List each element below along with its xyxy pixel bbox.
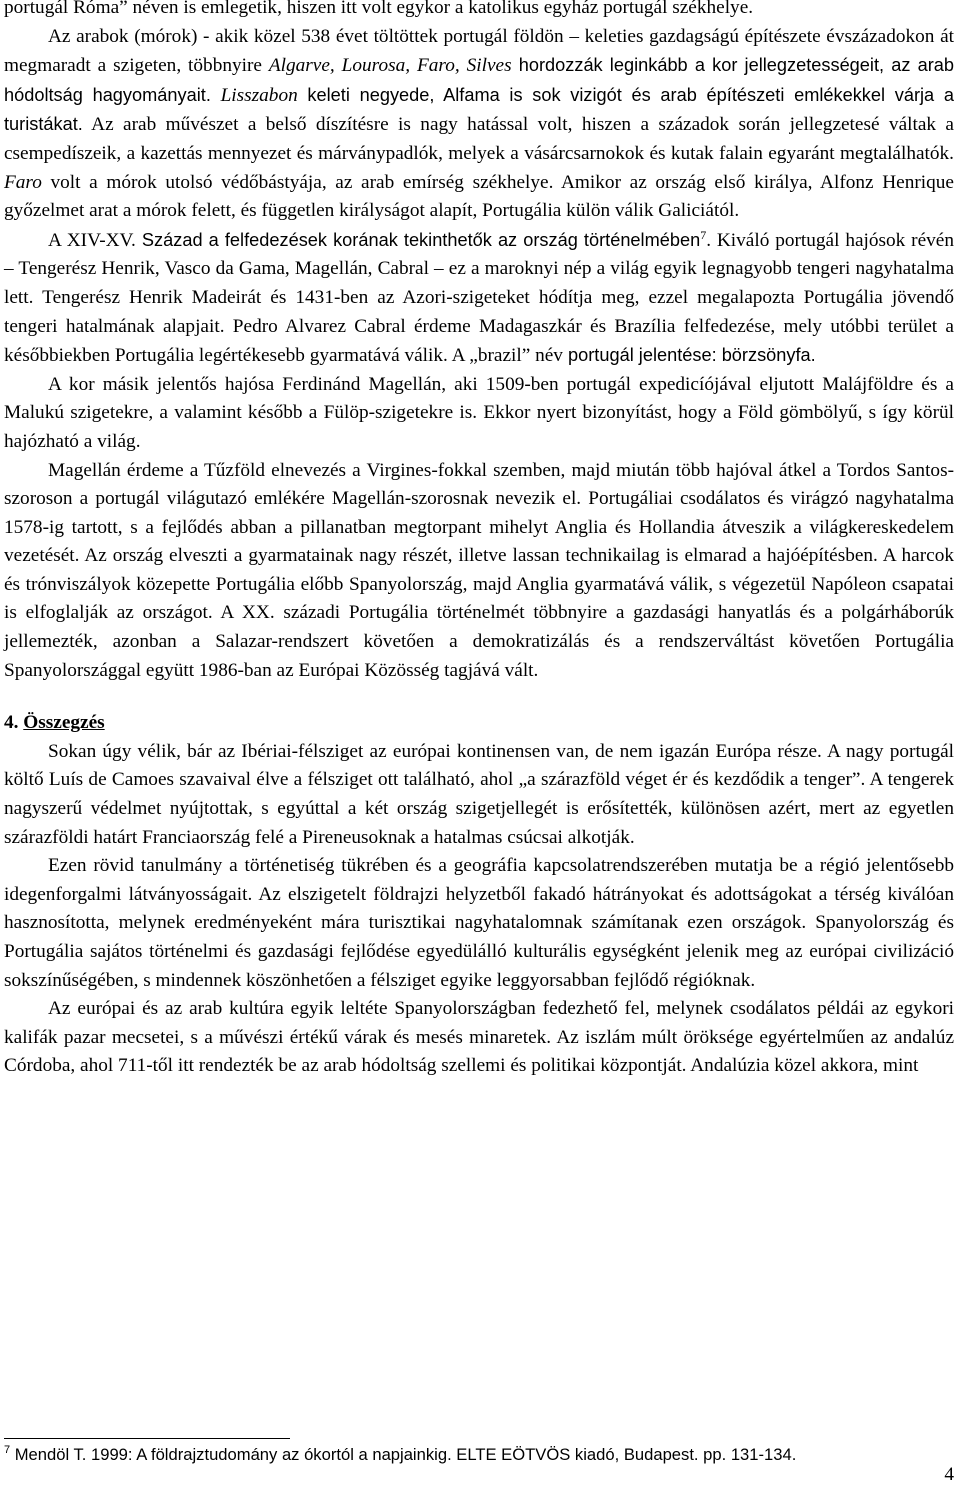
- paragraph-2-text-a: Az arabok (mórok) - akik közel 538 évet töltöttek portugál földön – keleties gazdagságú építészete évszázadokon át megmaradt a szigeten, többnyire: [4, 25, 954, 77]
- footnote-reference: 7: [700, 227, 707, 242]
- paragraph-3-text-a: A XIV-XV.: [48, 229, 136, 251]
- paragraph-8: Az európai és az arab kultúra egyik leltéte Spanyolországban fedezhető fel, melynek csodálatos példái az egykori kalifák pazar mecsetei, s a művészi értékű várak és mesés minaretek. Az iszlám múlt öröksége egyértelműen az andalúz Córdoba, ahol 711-től itt rendezték be az arab hódoltság szellemi és politikai központját. Andalúzia közel akkora, mint: [4, 998, 954, 1077]
- paragraph-3: [4, 226, 954, 371]
- paragraph-2-text-e: keleti negyede, Alfama is sok vizigót és arab építészeti emlékekkel várja a turistákat.: [4, 84, 954, 135]
- paragraph-3-text-d: portugál jelentése: börzsönyfa.: [562, 345, 816, 366]
- paragraph-2: [4, 23, 954, 226]
- footnote-text: Mendöl T. 1999: A földrajztudomány az ókortól a napjainkig. ELTE EÖTVÖS kiadó, Budapest. pp. 131-134.: [10, 1445, 797, 1464]
- footnote: [4, 1444, 954, 1466]
- footnote-divider: [4, 1438, 290, 1439]
- section-title: Összegzés: [23, 712, 105, 734]
- paragraph-3-text-b: Század a felfedezések korának tekinthetők az ország történelmében: [135, 229, 701, 250]
- paragraph-2-text-f: Az arab művészet a belső díszítésre is nagy hatással volt, hiszen a századok során jellegzetesé váltak a csempedíszeik, a kazettás mennyezet és márványpadlók, melyek a vásárcsarnokok és kutak falain egyaránt megtalálhatók.: [4, 114, 954, 164]
- paragraph-7: Ezen rövid tanulmány a történetiség tükrében és a geográfia kapcsolatrendszerében mutatja be a régió jelentősebb idegenforgalmi látványosságait. Az elszigetelt földrajzi helyzetből fakadó hátrányokat és adottságokat a térség kiválóan hasznosította, melynek eredményeként mára turisztikai nagyhatalomnak számítanak ezen országok. Spanyolország és Portugália sajátos történelmi és gazdasági fejlődése egyedülálló kulturális egységként jelenik meg az európai civilizáció sokszínűségében, s mindennek köszönhetően a félsziget egyike leggyorsabban fejlődő régióknak.: [4, 855, 954, 991]
- paragraph-1-text: portugál Róma” néven is emlegetik, hiszen itt volt egykor a katolikus egyház portugál székhelye.: [4, 0, 754, 18]
- document-body: [4, 0, 954, 1081]
- paragraph-4: A kor másik jelentős hajósa Ferdinánd Magellán, aki 1509-ben portugál expedicíójával eljutott Malájföldre és a Malukú szigetekre, a valamint később a Fülöp-szigetekre is. Ekkor nyert bizonyítást, hogy a Föld gömbölyű, s így körül hajózható a világ.: [4, 373, 954, 452]
- paragraph-5: Magellán érdeme a Tűzföld elnevezés a Virgines-fokkal szemben, majd miután több hajóval átkel a Tordos Santos-szoroson a portugál világutazó emlékére Magellán-szorosnak nevezik el. Portugáliai csodálatos és virágzó nagyhatalma 1578-ig tartott, s a fejlődés abban a pillanatban megtorpant mihelyt Anglia és Hollandia átveszik a világkereskedelem vezetését. Az ország elveszti a gyarmatainak nagy részét, illetve lassan technikailag is elmarad a hajóépítésben. A harcok és trónviszályok közepette Portugália előbb Spanyolország, majd Anglia gyarmatává válik, s végezetül Napóleon csapatai is elfoglalják az országot. A XX. századi Portugália történelmét többnyire a gazdasági hanyatlás és a polgárháborúk jellemezték, azonban a Salazar-rendszert követően a demokratizálás és a rendszerváltást követően Portugália Spanyolországgal együtt 1986-ban az Európai Közösség tagjává vált.: [4, 459, 954, 681]
- paragraph-6: Sokan úgy vélik, bár az Ibériai-félsziget az európai kontinensen van, de nem igazán Európa része. A nagy portugál költő Luís de Camoes szavaival élve a félsziget ott található, ahol „a szárazföld véget ér és kezdődik a tenger”. A tengerek nagyszerű védelmet nyújtottak, s egyúttal a két ország szigetjellegét is erősítették, különösen azért, mert az egyetlen szárazföldi határt Franciaország felé a Pireneusoknak a hatalmas csúcsai alkotják.: [4, 740, 954, 848]
- faro-italic: Faro: [4, 171, 42, 193]
- place-names-italic: Algarve, Lourosa, Faro, Silves: [268, 55, 512, 77]
- page-number: 4: [944, 1464, 954, 1485]
- paragraph-3-text-c: . Kiváló portugál hajósok révén – Tengerész Henrik, Vasco da Gama, Magellán, Cabral – ez a maroknyi nép a világ egyik legnagyobb tengeri nagyhatalma lett. Tengerész Henrik Madeirát és 1431-ben az Azori-szigeteket hódítja meg, ezzel megalapozta Portugália jövendő tengeri hatalmának alapjait. Pedro Alvarez Cabral érdeme Madagaszkár és Brazília felfedezése, mely utóbbi terület a későbbiekben Portugália legértékesebb gyarmatává válik. A „brazil” név: [4, 229, 954, 367]
- paragraph-2-text-h: volt a mórok utolsó védőbástyája, az arab emírség székhelye.: [41, 171, 554, 193]
- section-heading: [4, 709, 954, 738]
- footnote-marker: 7: [4, 1444, 11, 1456]
- paragraph-2-text-c: hordozzák leginkább a kor jellegzetességeit, az arab hódoltság hagyományait.: [4, 55, 954, 105]
- paragraph-1: [4, 0, 954, 23]
- paragraph-2-text-i: Amikor az ország első királya, Alfonz Henrique győzelmet arat a mórok felett, és független királyságot alapít, Portugália külön válik Galiciától.: [4, 171, 954, 222]
- lisszabon-italic: Lisszabon: [220, 84, 298, 106]
- section-number: 4.: [4, 712, 24, 734]
